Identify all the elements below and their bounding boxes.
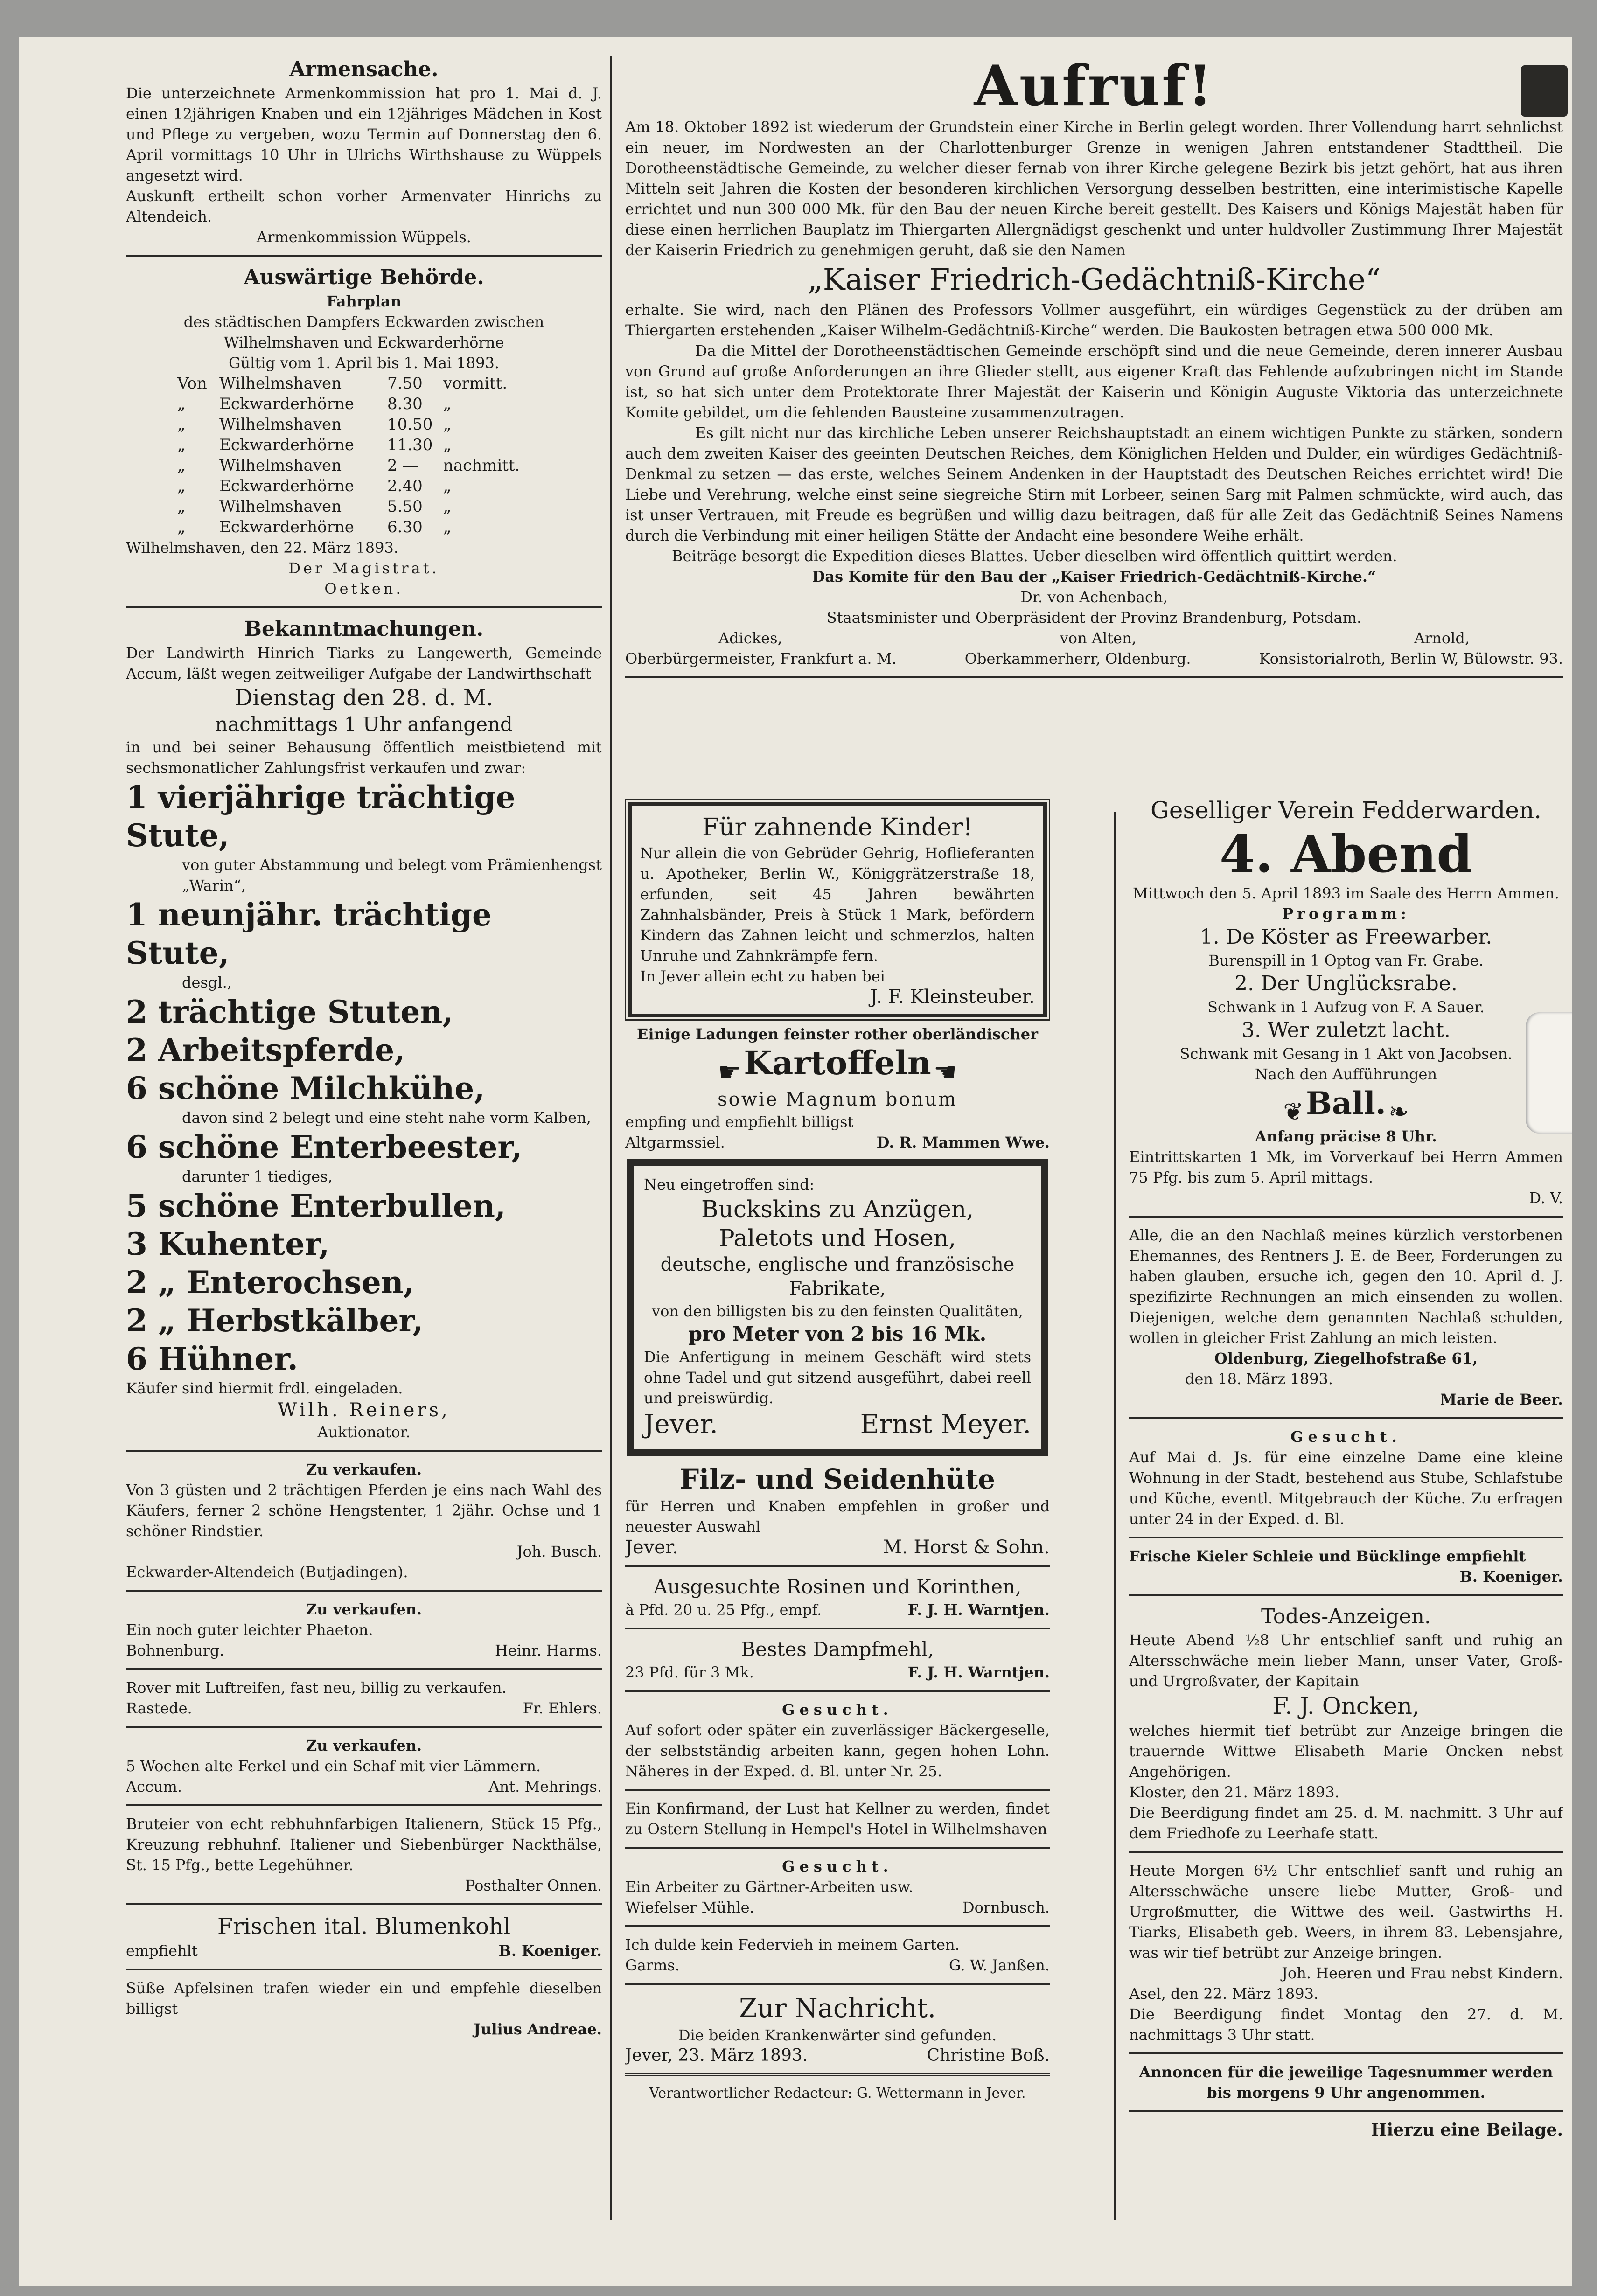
schedule-time: 11.30 xyxy=(387,436,433,454)
armensache-text: Die unterzeichnete Armenkommission hat pro 1. Mai d. J. einen 12jährigen Knaben und ein 12jähriges Mädchen in Kost und Pflege zu vergeben, wozu Termin auf Donnerstag den 6. April vormittags 10 Uhr in Ulrichs Wirthshause zu Wüppels angesetzt wird. xyxy=(126,84,602,184)
ad-title: Gesucht. xyxy=(782,1701,893,1719)
ad-sign: B. Koeniger. xyxy=(498,1942,602,1960)
ad-text: Bruteier von echt rebhuhnfarbigen Italienern, Stück 15 Pfg., Kreuzung rebhuhnf. Italiener und Siebenbürger Nackthälse, St. 15 Pfg., bette Legehühner. xyxy=(126,1815,602,1874)
behoerde-sign1: Der Magistrat. xyxy=(288,559,439,577)
schedule-time: 7.50 xyxy=(387,374,423,393)
behoerde-date: Wilhelmshaven, den 22. März 1893. xyxy=(126,539,399,557)
ad-place: Garms. xyxy=(625,1956,680,1974)
ad-price: pro Meter von 2 bis 16 Mk. xyxy=(688,1322,987,1345)
signatory-name: Arnold, xyxy=(1414,629,1470,647)
schedule-row xyxy=(177,414,602,435)
divider xyxy=(1129,2110,1563,2112)
sale-item: 2 trächtige Stuten, xyxy=(126,994,453,1030)
schedule-place: Eckwarderhörne xyxy=(219,395,354,413)
floral-ornament-icon: ❧ xyxy=(1388,1098,1409,1126)
program-item: 2. Der Unglücksrabe. xyxy=(1234,972,1458,995)
schedule-row xyxy=(177,496,602,517)
tiarks-notice xyxy=(1129,1860,1563,2045)
ad-sign: F. J. H. Warntjen. xyxy=(907,1663,1050,1681)
editor-footer: Verantwortlicher Redacteur: G. Wettermann in Jever. xyxy=(649,2085,1026,2101)
aufruf-p3: Da die Mittel der Dorotheenstädtischen Gemeinde erschöpft sind und die neue Gemeinde, deren innerer Ausbau von Grund auf große Anforderungen an ihre Glieder stellt, aus eigener Kraft das Fehlende aufzubringen nicht im Stande ist, so hat sich unter dem Protektorate Ihrer Majestät der Kaiserin und Königin Auguste Viktoria das unterzeichnete Komite gebildet, um die fehlenden Bausteine zusammenzutragen. xyxy=(625,342,1563,421)
aufruf-komite: Das Komite für den Bau der „Kaiser Friedrich-Gedächtniß-Kirche.“ xyxy=(812,568,1376,585)
ad-title: Ausgesuchte Rosinen und Korinthen, xyxy=(653,1575,1022,1598)
schedule-prefix: „ xyxy=(177,436,186,454)
schedule-prefix: „ xyxy=(177,497,186,516)
sale-item: 6 Hühner. xyxy=(126,1341,298,1377)
ad-place: Eckwarder-Altendeich (Butjadingen). xyxy=(126,1563,408,1581)
sale-item: 1 neunjähr. trächtige Stute, xyxy=(126,897,492,971)
divider xyxy=(1129,1851,1563,1853)
ad-place: Accum. xyxy=(126,1778,182,1795)
ad-line: Buckskins zu Anzügen, xyxy=(701,1196,974,1223)
right-column xyxy=(1129,795,1563,2220)
ad-text: empfing und empfiehlt billigst xyxy=(625,1113,854,1131)
ad-text: Süße Apfelsinen trafen wieder ein und empfehle dieselben billigst xyxy=(126,1979,602,2018)
ad-footer xyxy=(625,1897,1050,1918)
ad-sign: Fr. Ehlers. xyxy=(523,1699,602,1717)
schedule-prefix: „ xyxy=(177,518,186,536)
ad-sign: Ant. Mehrings. xyxy=(488,1778,602,1795)
schedule-suffix: „ xyxy=(443,415,452,434)
aufruf-appeal xyxy=(625,56,1563,793)
floral-ornament-icon: ❦ xyxy=(1283,1098,1304,1126)
schedule-row xyxy=(177,455,602,476)
divider xyxy=(625,676,1563,678)
ad-title: Gesucht. xyxy=(782,1858,893,1875)
divider xyxy=(1129,1537,1563,1538)
sale-item: 2 „ Enterochsen, xyxy=(126,1264,414,1301)
bekannt-title: Bekanntmachungen. xyxy=(244,617,484,641)
program-item-sub: Schwank in 1 Aufzug von F. A Sauer. xyxy=(1207,998,1485,1016)
ad-text: Ein Konfirmand, der Lust hat Kellner zu werden, findet zu Ostern Stellung in Hempel's Hotel in Wilhelmshaven xyxy=(625,1800,1050,1838)
ad-sign: F. J. H. Warntjen. xyxy=(907,1601,1050,1619)
schedule-place: Eckwarderhörne xyxy=(219,477,354,495)
ad-text: Alle, die an den Nachlaß meines kürzlich verstorbenen Ehemannes, des Rentners J. E. de Beer, Forderungen zu haben glauben, ersuche ich, gegen den 10. April d. J. spezifizirte Rechnungen an mich einsenden zu wollen. Diejenigen, welche dem genannten Nachlaß schulden, wollen in gleicher Frist Zahlung an mich leisten. xyxy=(1129,1226,1563,1347)
bekannt-sign: Wilh. Reiners, xyxy=(278,1399,450,1421)
signatory-name: Adickes, xyxy=(718,629,782,647)
gesucht-baecker-ad xyxy=(625,1699,1050,1781)
ad-place: Jever. xyxy=(644,1409,718,1440)
ad-text: Ein noch guter leichter Phaeton. xyxy=(126,1621,373,1639)
divider xyxy=(126,1903,602,1905)
schedule-row xyxy=(177,476,602,496)
behoerde-desc: des städtischen Dampfers Eckwarden zwischen Wilhelmshaven und Eckwarderhörne xyxy=(183,313,544,351)
aufruf-church-name: „Kaiser Friedrich-Gedächtniß-Kirche“ xyxy=(807,263,1381,297)
ad-sign: M. Horst & Sohn. xyxy=(883,1537,1050,1558)
schedule-suffix: „ xyxy=(443,518,452,536)
ad-footer xyxy=(126,1941,602,1961)
divider xyxy=(1129,1594,1563,1596)
ad-place: Wiefelser Mühle. xyxy=(625,1899,754,1916)
ad-text: Heute Morgen 6½ Uhr entschlief sanft und ruhig an Altersschwäche unsere liebe Mutter, Groß- und Urgroßmutter, die Wittwe des weil. Gastwirths H. Tiarks, Elisabeth geb. Weers, in ihrem 83. Lebensjahre, was wir tief betrübt zur Anzeige bringen. xyxy=(1129,1861,1563,1962)
divider xyxy=(1129,1417,1563,1419)
sale-item: 2 Arbeitspferde, xyxy=(126,1032,405,1068)
ad-sign: Marie de Beer. xyxy=(1440,1390,1563,1408)
nachlass-notice xyxy=(1129,1225,1563,1410)
divider xyxy=(126,255,602,257)
schleie-ad xyxy=(1129,1546,1563,1587)
blumenkohl-ad xyxy=(126,1913,602,1961)
aufruf-p1: Am 18. Oktober 1892 ist wiederum der Grundstein einer Kirche in Berlin gelegt worden. Ihrer Vollendung harrt sehnlichst ein neuer, im Nordwesten an der Charlottenburger Grenze in wenigen Jahren entstandener Stadttheil. Die Dorotheenstädtische Gemeinde, zu welcher dieser fernab von ihrer Kirche gelegene Bezirk bis jetzt gehört, hat aus ihren Mitteln seit Jahren die Kosten der besonderen kirchlichen Versorgung desselben bestritten, eine interimistische Kapelle errichtet und nun 300 000 Mk. für den Bau der neuen Kirche bereit gestellt. Des Kaisers und Königs Majestät haben für diese einen herrlichen Bauplatz im Thiergarten Allergnädigst geschenkt und unter huldvoller Zustimmung Ihrer Majestät der Kaiserin Friedrich zu genehmigen geruht, daß sie den Namen xyxy=(625,118,1563,259)
schedule-time: 2 — xyxy=(387,456,418,475)
beilage-notice: Hierzu eine Beilage. xyxy=(1371,2120,1563,2140)
ad-title: Zur Nachricht. xyxy=(739,1993,936,2024)
divider xyxy=(126,1590,602,1592)
divider xyxy=(625,1983,1050,1985)
verein-ad xyxy=(1129,795,1563,1208)
armensache-title: Armensache. xyxy=(289,57,439,81)
ad-place: Bohnenburg. xyxy=(126,1642,224,1659)
ad-title: Zu verkaufen. xyxy=(306,1600,422,1618)
schedule-suffix: „ xyxy=(443,477,452,495)
schedule-suffix: nachmitt. xyxy=(443,456,520,475)
schedule-row xyxy=(177,394,602,414)
ad-sign: Dornbusch. xyxy=(962,1899,1050,1916)
program-item: 1. De Köster as Freewarber. xyxy=(1199,925,1492,949)
ad-line: von den billigsten bis zu den feinsten Qualitäten, xyxy=(652,1302,1023,1320)
ball-row xyxy=(1129,1085,1563,1126)
ad-footer xyxy=(126,1640,602,1661)
schedule-time: 5.50 xyxy=(387,497,423,516)
ad-abend: 4. Abend xyxy=(1219,824,1473,884)
schedule-row xyxy=(177,373,602,394)
ad-footer xyxy=(625,1132,1050,1153)
schedule-time: 2.40 xyxy=(387,477,423,495)
ad-sign: D. V. xyxy=(1529,1189,1563,1207)
signatory-title: Konsistorialroth, Berlin W, Bülowstr. 93. xyxy=(1259,650,1563,668)
rover-ad xyxy=(126,1677,602,1719)
divider xyxy=(625,1690,1050,1692)
middle-column xyxy=(625,795,1050,2220)
schedule-prefix: „ xyxy=(177,395,186,413)
ad-text: 23 Pfd. für 3 Mk. xyxy=(625,1663,754,1681)
verkaufen-ad-3 xyxy=(126,1735,602,1797)
schedule-place: Eckwarderhörne xyxy=(219,518,354,536)
ad-left: empfiehlt xyxy=(126,1942,198,1960)
behoerde-valid: Gültig vom 1. April bis 1. Mai 1893. xyxy=(228,354,500,372)
bekannt-date: Dienstag den 28. d. M. xyxy=(234,685,494,711)
aufruf-p2: erhalte. Sie wird, nach den Plänen des Professors Vollmer ausgeführt, ein würdiges Gegenstück zu der drüben am Thiergarten erstehenden „Kaiser Wilhelm-Gedächtniß-Kirche“ werden. Die Baukosten betragen etwa 500 000 Mk. xyxy=(625,301,1563,339)
behoerde-subtitle: Fahrplan xyxy=(326,292,402,310)
ad-footer xyxy=(625,1662,1050,1683)
left-column xyxy=(126,56,602,2220)
ad-sign: Christine Boß. xyxy=(927,2046,1050,2065)
ad-text: Die Anfertigung in meinem Geschäft wird stets ohne Tadel und gut sitzend ausgeführt, dabei reell und preiswürdig. xyxy=(644,1348,1031,1407)
sale-item-note: von guter Abstammung und belegt vom Prämienhengst „Warin“, xyxy=(182,856,602,894)
armensache-signature: Armenkommission Wüppels. xyxy=(257,228,471,246)
ad-text: Die beiden Krankenwärter sind gefunden. xyxy=(678,2026,997,2044)
sale-item-note: davon sind 2 belegt und eine steht nahe vorm Kalben, xyxy=(182,1109,591,1127)
aufruf-p5: Beiträge besorgt die Expedition dieses Blattes. Ueber dieselben wird öffentlich quittirt werden. xyxy=(672,547,1397,565)
divider xyxy=(126,1969,602,1970)
ad-funeral: Die Beerdigung findet am 25. d. M. nachmitt. 3 Uhr auf dem Friedhofe zu Leerhafe statt. xyxy=(1129,1803,1563,1842)
ad-sub: sowie Magnum bonum xyxy=(718,1089,957,1110)
divider xyxy=(126,1804,602,1806)
ad-date: den 18. März 1893. xyxy=(1185,1370,1333,1388)
gesucht-wohnung-ad xyxy=(1129,1426,1563,1529)
ad-text: 5 Wochen alte Ferkel und ein Schaf mit vier Lämmern. xyxy=(126,1757,541,1775)
divider xyxy=(625,2073,1050,2076)
armensache-info: Auskunft ertheilt schon vorher Armenvater Hinrichs zu Altendeich. xyxy=(126,187,602,225)
schedule-prefix: „ xyxy=(177,456,186,475)
ad-text: Ich dulde kein Federvieh in meinem Garten. xyxy=(625,1936,960,1954)
schedule-place: Wilhelmshaven xyxy=(219,497,342,516)
schedule-place: Wilhelmshaven xyxy=(219,415,342,434)
schedule-place: Eckwarderhörne xyxy=(219,436,354,454)
ferry-schedule xyxy=(126,373,602,537)
ad-place: Jever, 23. März 1893. xyxy=(625,2046,808,2065)
ad-sign: Joh. Heeren und Frau nebst Kindern. xyxy=(1282,1964,1563,1982)
bekannt-time: nachmittags 1 Uhr anfangend xyxy=(215,713,513,736)
sale-item-note: darunter 1 tiediges, xyxy=(182,1168,333,1185)
aufruf-sig1b: Staatsminister und Oberpräsident der Provinz Brandenburg, Potsdam. xyxy=(826,609,1362,626)
program-item-sub: Burenspill in 1 Optog van Fr. Grabe. xyxy=(1208,952,1484,969)
ad-title: Gesucht. xyxy=(1290,1427,1402,1446)
schedule-time: 6.30 xyxy=(387,518,423,536)
ad-footer xyxy=(625,2046,1050,2066)
aufruf-sig2 xyxy=(625,628,1563,648)
ad-title: Kartoffeln xyxy=(744,1044,931,1082)
bekannt-text: in und bei seiner Behausung öffentlich meistbietend mit sechsmonatlicher Zahlungsfrist verkaufen und zwar: xyxy=(126,738,602,777)
sale-item: 3 Kuhenter, xyxy=(126,1226,330,1262)
ad-title: Bestes Dampfmehl, xyxy=(741,1638,934,1661)
ad-tickets: Eintrittskarten 1 Mk, im Vorverkauf bei Herrn Ammen 75 Pfg. bis zum 5. April mittags. xyxy=(1129,1148,1563,1186)
ball-title: Ball. xyxy=(1306,1085,1386,1121)
sale-item: 1 vierjährige trächtige Stute, xyxy=(126,779,516,854)
ad-sign: Julius Andreae. xyxy=(473,2020,602,2038)
ad-footer xyxy=(625,1600,1050,1620)
schedule-time: 8.30 xyxy=(387,395,423,413)
ad-text: Ein Arbeiter zu Gärtner-Arbeiten usw. xyxy=(625,1878,914,1896)
bruteier-ad xyxy=(126,1814,602,1896)
ad-title: Zu verkaufen. xyxy=(306,1737,422,1754)
sale-item-note: desgl., xyxy=(182,974,232,991)
schedule-prefix: „ xyxy=(177,477,186,495)
divider xyxy=(126,1668,602,1670)
kellner-ad xyxy=(625,1798,1050,1839)
ad-footer xyxy=(625,1537,1050,1558)
ad-sign: G. W. Janßen. xyxy=(948,1956,1050,1974)
bekannt-sign2: Auktionator. xyxy=(317,1423,411,1441)
sale-item: 6 schöne Enterbeester, xyxy=(126,1129,523,1165)
schedule-place: Wilhelmshaven xyxy=(219,374,342,393)
pointing-hand-right-icon: ☛ xyxy=(718,1057,742,1087)
ad-text2: welches hiermit tief betrübt zur Anzeige bringen die trauernde Wittwe Elisabeth Marie Oncken nebst Angehörigen. xyxy=(1129,1721,1563,1781)
ad-footer xyxy=(625,1955,1050,1976)
ad-sign: Heinr. Harms. xyxy=(495,1642,602,1659)
ad-footer xyxy=(644,1408,1031,1441)
divider xyxy=(625,1789,1050,1791)
divider xyxy=(625,1565,1050,1567)
ad-text: Frische Kieler Schleie und Bücklinge empfiehlt xyxy=(1129,1547,1526,1565)
ad-funeral: Die Beerdigung findet Montag den 27. d. M. nachmittags 3 Uhr statt. xyxy=(1129,2005,1563,2044)
column-rule xyxy=(1114,812,1116,2220)
sale-item: 6 schöne Milchkühe, xyxy=(126,1070,485,1106)
paper-tear xyxy=(1526,1012,1572,1134)
ad-title: Filz- und Seidenhüte xyxy=(679,1463,995,1495)
ad-place: Altgarmssiel. xyxy=(625,1134,725,1151)
ad-text: für Herren und Knaben empfehlen in großer und neuester Auswahl xyxy=(625,1497,1050,1536)
bekannt-closing: Käufer sind hiermit frdl. eingeladen. xyxy=(126,1379,403,1397)
program-item-sub: Schwank mit Gesang in 1 Akt von Jacobsen. xyxy=(1179,1045,1513,1063)
ad-text: Auf sofort oder später ein zuverlässiger Bäckergeselle, der selbstständig arbeiten kann, gegen hohen Lohn. Näheres in der Exped. d. Bl. unter Nr. 25. xyxy=(625,1721,1050,1780)
ad-place: Rastede. xyxy=(126,1699,192,1717)
divider xyxy=(126,1726,602,1728)
program-item: 3. Wer zuletzt lacht. xyxy=(1241,1018,1451,1042)
ad-line: deutsche, englische und französische Fabrikate, xyxy=(660,1254,1015,1300)
behoerde-notice xyxy=(126,264,602,599)
annoncen-notice: Annoncen für die jeweilige Tagesnummer werden bis morgens 9 Uhr angenommen. xyxy=(1139,2063,1553,2101)
kartoffeln-ad xyxy=(625,1024,1050,1153)
ad-name: F. J. Oncken, xyxy=(1272,1692,1420,1719)
ad-when: Mittwoch den 5. April 1893 im Saale des Herrn Ammen. xyxy=(1132,884,1560,902)
divider xyxy=(625,1925,1050,1927)
ad-text: à Pfd. 20 u. 25 Pfg., empf. xyxy=(625,1601,822,1619)
gesucht-gaertner-ad xyxy=(625,1856,1050,1918)
apfelsinen-ad xyxy=(126,1978,602,2039)
behoerde-title: Auswärtige Behörde. xyxy=(244,265,484,289)
schedule-row xyxy=(177,435,602,455)
signatory-title: Oberkammerherr, Oldenburg. xyxy=(964,650,1191,668)
schedule-row xyxy=(177,517,602,537)
nachricht-ad xyxy=(625,1992,1050,2066)
schedule-suffix: „ xyxy=(443,497,452,516)
verkaufen-ad-2 xyxy=(126,1599,602,1661)
sale-item: 2 „ Herbstkälber, xyxy=(126,1302,424,1339)
ad-text: Nur allein die von Gebrüder Gehrig, Hoflieferanten u. Apotheker, Berlin W., Königgrätzerstraße 18, erfunden, seit 45 Jahren bewährten Zahnhalsbänder, Preis à Stück 1 Mark, befördern Kindern das Zahnen leicht und schmerzlos, halten Unruhe und Zahnkrämpfe fern. xyxy=(640,844,1035,965)
schedule-prefix: „ xyxy=(177,415,186,434)
ad-text: In Jever allein echt zu haben bei xyxy=(640,967,885,985)
aufruf-sig1: Dr. von Achenbach, xyxy=(1020,588,1168,606)
ad-title: Für zahnende Kinder! xyxy=(702,814,973,842)
ad-after: Nach den Aufführungen xyxy=(1255,1065,1437,1083)
schedule-prefix: Von xyxy=(177,374,207,393)
schedule-suffix: „ xyxy=(443,395,452,413)
aufruf-sig3 xyxy=(625,648,1563,669)
ad-sign: Posthalter Onnen. xyxy=(465,1877,602,1894)
ad-place: Jever. xyxy=(625,1537,678,1558)
ad-sign: D. R. Mammen Wwe. xyxy=(876,1134,1050,1151)
divider xyxy=(1129,2052,1563,2054)
pointing-hand-left-icon: ☚ xyxy=(933,1057,957,1087)
schedule-place: Wilhelmshaven xyxy=(219,456,342,475)
divider xyxy=(625,1628,1050,1629)
newspaper-page xyxy=(19,37,1572,2286)
divider xyxy=(126,606,602,608)
behoerde-sign2: Oetken. xyxy=(324,580,404,598)
ad-top: Neu eingetroffen sind: xyxy=(644,1176,815,1193)
schedule-suffix: „ xyxy=(443,436,452,454)
signatory-title: Oberbürgermeister, Frankfurt a. M. xyxy=(625,650,897,668)
federvieh-ad xyxy=(625,1934,1050,1976)
ad-sign: Joh. Busch. xyxy=(516,1543,602,1560)
kartoffeln-title-row xyxy=(625,1044,1050,1087)
ad-sign: Ernst Meyer. xyxy=(860,1409,1031,1440)
schedule-time: 10.50 xyxy=(387,415,433,434)
ad-start: Anfang präcise 8 Uhr. xyxy=(1255,1127,1437,1145)
ad-programm: Programm: xyxy=(1282,905,1410,923)
ad-place: Oldenburg, Ziegelhofstraße 61, xyxy=(1214,1349,1478,1367)
ad-date: Asel, den 22. März 1893. xyxy=(1129,1984,1319,2003)
ad-sign: J. F. Kleinsteuber. xyxy=(870,986,1035,1008)
ad-line: Paletots und Hosen, xyxy=(719,1225,956,1252)
verkaufen-ad-1 xyxy=(126,1459,602,1582)
aufruf-p4: Es gilt nicht nur das kirchliche Leben unserer Reichshauptstadt an einem wichtigen Punkte zu stärken, sondern auch dem zweiten Kaiser des geeinten Deutschen Reiches, dem Königlichen Helden und Dulder, ein würdiges Gedächtniß-Denkmal zu setzen — das erste, welches Seinem Andenken in der Hauptstadt des Deutschen Reiches errichtet wird! Die Liebe und Verehrung, welche einst seine siegreiche Stirn mit Lorbeer, seinen Sarg mit Palmen schmückte, wird auch, das ist unser Vertrauen, mit Freude es begrüßen und willig dazu beitragen, daß für alle Zeit das Gedächtniß Seines Namens durch die Verbindung mit einer heiligen Stätte der Andacht eine besondere Weihe erhält. xyxy=(625,424,1563,544)
ad-top: Einige Ladungen feinster rother oberländischer xyxy=(636,1025,1039,1043)
armensache-notice xyxy=(126,56,602,247)
bekanntmachungen xyxy=(126,616,602,1442)
ad-text: Rover mit Luftreifen, fast neu, billig zu verkaufen. xyxy=(126,1679,507,1697)
rosinen-ad xyxy=(625,1574,1050,1620)
ad-footer xyxy=(126,1698,602,1719)
hute-ad xyxy=(625,1462,1050,1558)
divider xyxy=(625,1847,1050,1849)
ad-footer xyxy=(126,1776,602,1797)
bekannt-intro: Der Landwirth Hinrich Tiarks zu Langewerth, Gemeinde Accum, läßt wegen zeitweiliger Aufgabe der Landwirthschaft xyxy=(126,644,602,682)
column-rule xyxy=(610,56,612,2220)
ad-title: Geselliger Verein Fedderwarden. xyxy=(1150,797,1542,824)
zahnende-kinder-ad xyxy=(628,802,1047,1017)
divider xyxy=(126,1450,602,1452)
ad-text: Von 3 güsten und 2 trächtigen Pferden je eins nach Wahl des Käufers, ferner 2 schöne Hengstenter, 1 2jähr. Ochse und 1 schöner Rindstier. xyxy=(126,1481,602,1540)
ad-text: Auf Mai d. Js. für eine einzelne Dame eine kleine Wohnung in der Stadt, bestehend aus Stube, Schlafstube und Küche, eventl. Mitgebrauch der Küche. Zu erfragen unter 24 in der Exped. d. Bl. xyxy=(1129,1448,1563,1528)
ad-date: Kloster, den 21. März 1893. xyxy=(1129,1783,1339,1801)
ernst-meyer-ad xyxy=(627,1159,1048,1456)
dampfmehl-ad xyxy=(625,1637,1050,1683)
sale-item: 5 schöne Enterbullen, xyxy=(126,1188,506,1224)
ad-title: Todes-Anzeigen. xyxy=(1261,1604,1431,1628)
signatory-name: von Alten, xyxy=(1060,629,1137,647)
ad-title: Zu verkaufen. xyxy=(306,1461,422,1478)
todes-anzeigen xyxy=(1129,1604,1563,1844)
ad-title: Frischen ital. Blumenkohl xyxy=(217,1913,511,1940)
schedule-suffix: vormitt. xyxy=(443,374,508,393)
divider xyxy=(1129,1216,1563,1218)
ad-sign: B. Koeniger. xyxy=(1459,1567,1563,1586)
aufruf-title: Aufruf! xyxy=(974,56,1214,119)
ad-text: Heute Abend ½8 Uhr entschlief sanft und ruhig an Altersschwäche mein lieber Mann, unser Vater, Groß- und Urgroßvater, der Kapitain xyxy=(1129,1631,1563,1690)
